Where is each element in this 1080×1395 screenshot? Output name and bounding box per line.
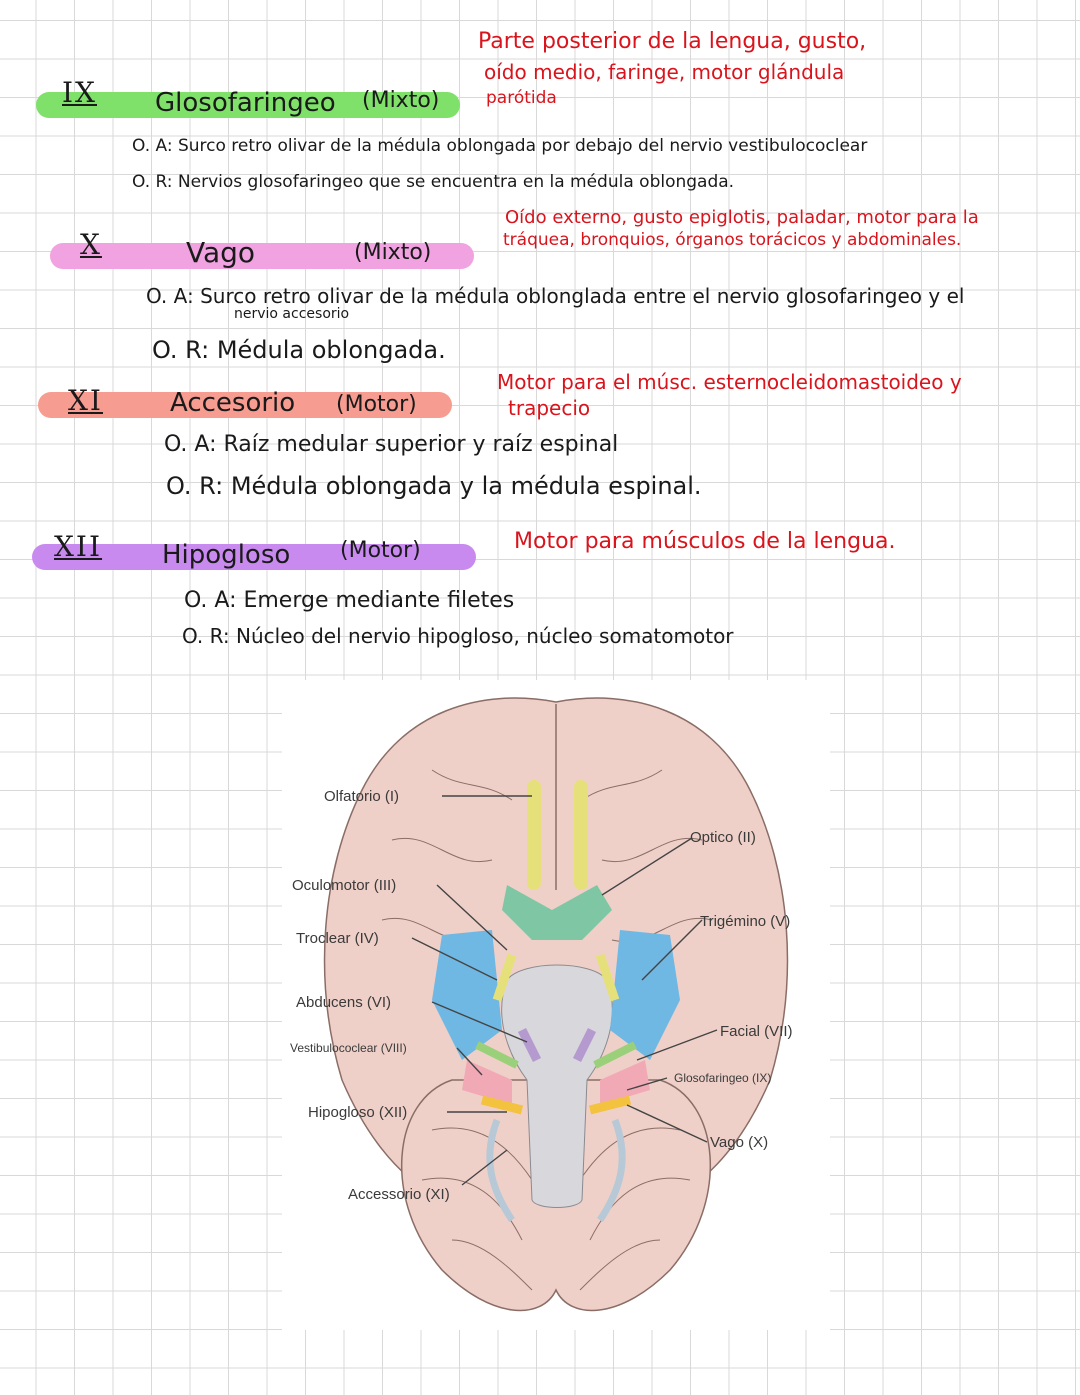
nerve-name-xi: Accesorio [170, 388, 296, 418]
note-ix-1: Parte posterior de la lengua, gusto, [478, 29, 867, 54]
label-accesorio: Accessorio (XI) [348, 1186, 450, 1203]
label-optico: Optico (II) [690, 829, 756, 846]
label-facial: Facial (VII) [720, 1023, 793, 1040]
origin-apparent-x: O. A: Surco retro olivar de la médula oblonglada entre el nervio glosofaringeo y el [146, 284, 965, 308]
numeral-x: X [80, 228, 102, 261]
label-glosofaringeo: Glosofaringeo (IX) [674, 1071, 772, 1085]
label-troclear: Troclear (IV) [296, 930, 379, 947]
origin-apparent-xi: O. A: Raíz medular superior y raíz espinal [164, 432, 619, 457]
origin-real-xii: O. R: Núcleo del nervio hipogloso, núcleo somatomotor [182, 624, 734, 648]
origin-apparent-x-2: nervio accesorio [234, 306, 350, 322]
note-ix-3: parótida [486, 88, 557, 108]
note-xi-1: Motor para el músc. esternocleidomastoideo y [497, 370, 962, 394]
label-trigemino: Trigémino (V) [700, 913, 791, 930]
note-x-1: Oído externo, gusto epiglotis, paladar, motor para la [505, 207, 979, 228]
label-vestibulococlear: Vestibulococlear (VIII) [290, 1041, 407, 1055]
olfactory-bulb-right [574, 780, 588, 890]
label-oculomotor: Oculomotor (III) [292, 877, 397, 894]
numeral-ix: IX [62, 76, 97, 109]
origin-apparent-xii: O. A: Emerge mediante filetes [184, 588, 515, 613]
note-xii-1: Motor para músculos de la lengua. [514, 529, 896, 554]
note-xi-2: trapecio [508, 396, 591, 420]
nerve-name-x: Vago [186, 236, 256, 269]
cranial-nerves-figure [282, 680, 830, 1330]
nerve-type-x: (Mixto) [354, 240, 432, 265]
origin-real-ix: O. R: Nervios glosofaringeo que se encuentra en la médula oblongada. [132, 172, 735, 192]
label-olfatorio: Olfatorio (I) [324, 788, 400, 805]
label-hipogloso: Hipogloso (XII) [308, 1104, 408, 1121]
origin-real-x: O. R: Médula oblongada. [152, 336, 446, 364]
note-ix-2: oído medio, faringe, motor glándula [484, 60, 845, 84]
nerve-type-xii: (Motor) [340, 538, 421, 563]
numeral-xii: XII [54, 530, 103, 563]
label-vago: Vago (X) [710, 1134, 769, 1151]
numeral-xi: XI [68, 384, 103, 417]
origin-real-xi: O. R: Médula oblongada y la médula espinal. [166, 472, 702, 500]
label-abducens: Abducens (VI) [296, 994, 392, 1011]
nerve-name-xii: Hipogloso [162, 540, 291, 570]
origin-apparent-ix: O. A: Surco retro olivar de la médula oblongada por debajo del nervio vestibulococlear [132, 136, 868, 156]
nerve-type-xi: (Motor) [336, 392, 417, 417]
nerve-name-ix: Glosofaringeo [155, 88, 336, 118]
brain-diagram [282, 680, 830, 1330]
nerve-type-ix: (Mixto) [362, 88, 440, 113]
note-x-2: tráquea, bronquios, órganos torácicos y abdominales. [503, 230, 962, 250]
